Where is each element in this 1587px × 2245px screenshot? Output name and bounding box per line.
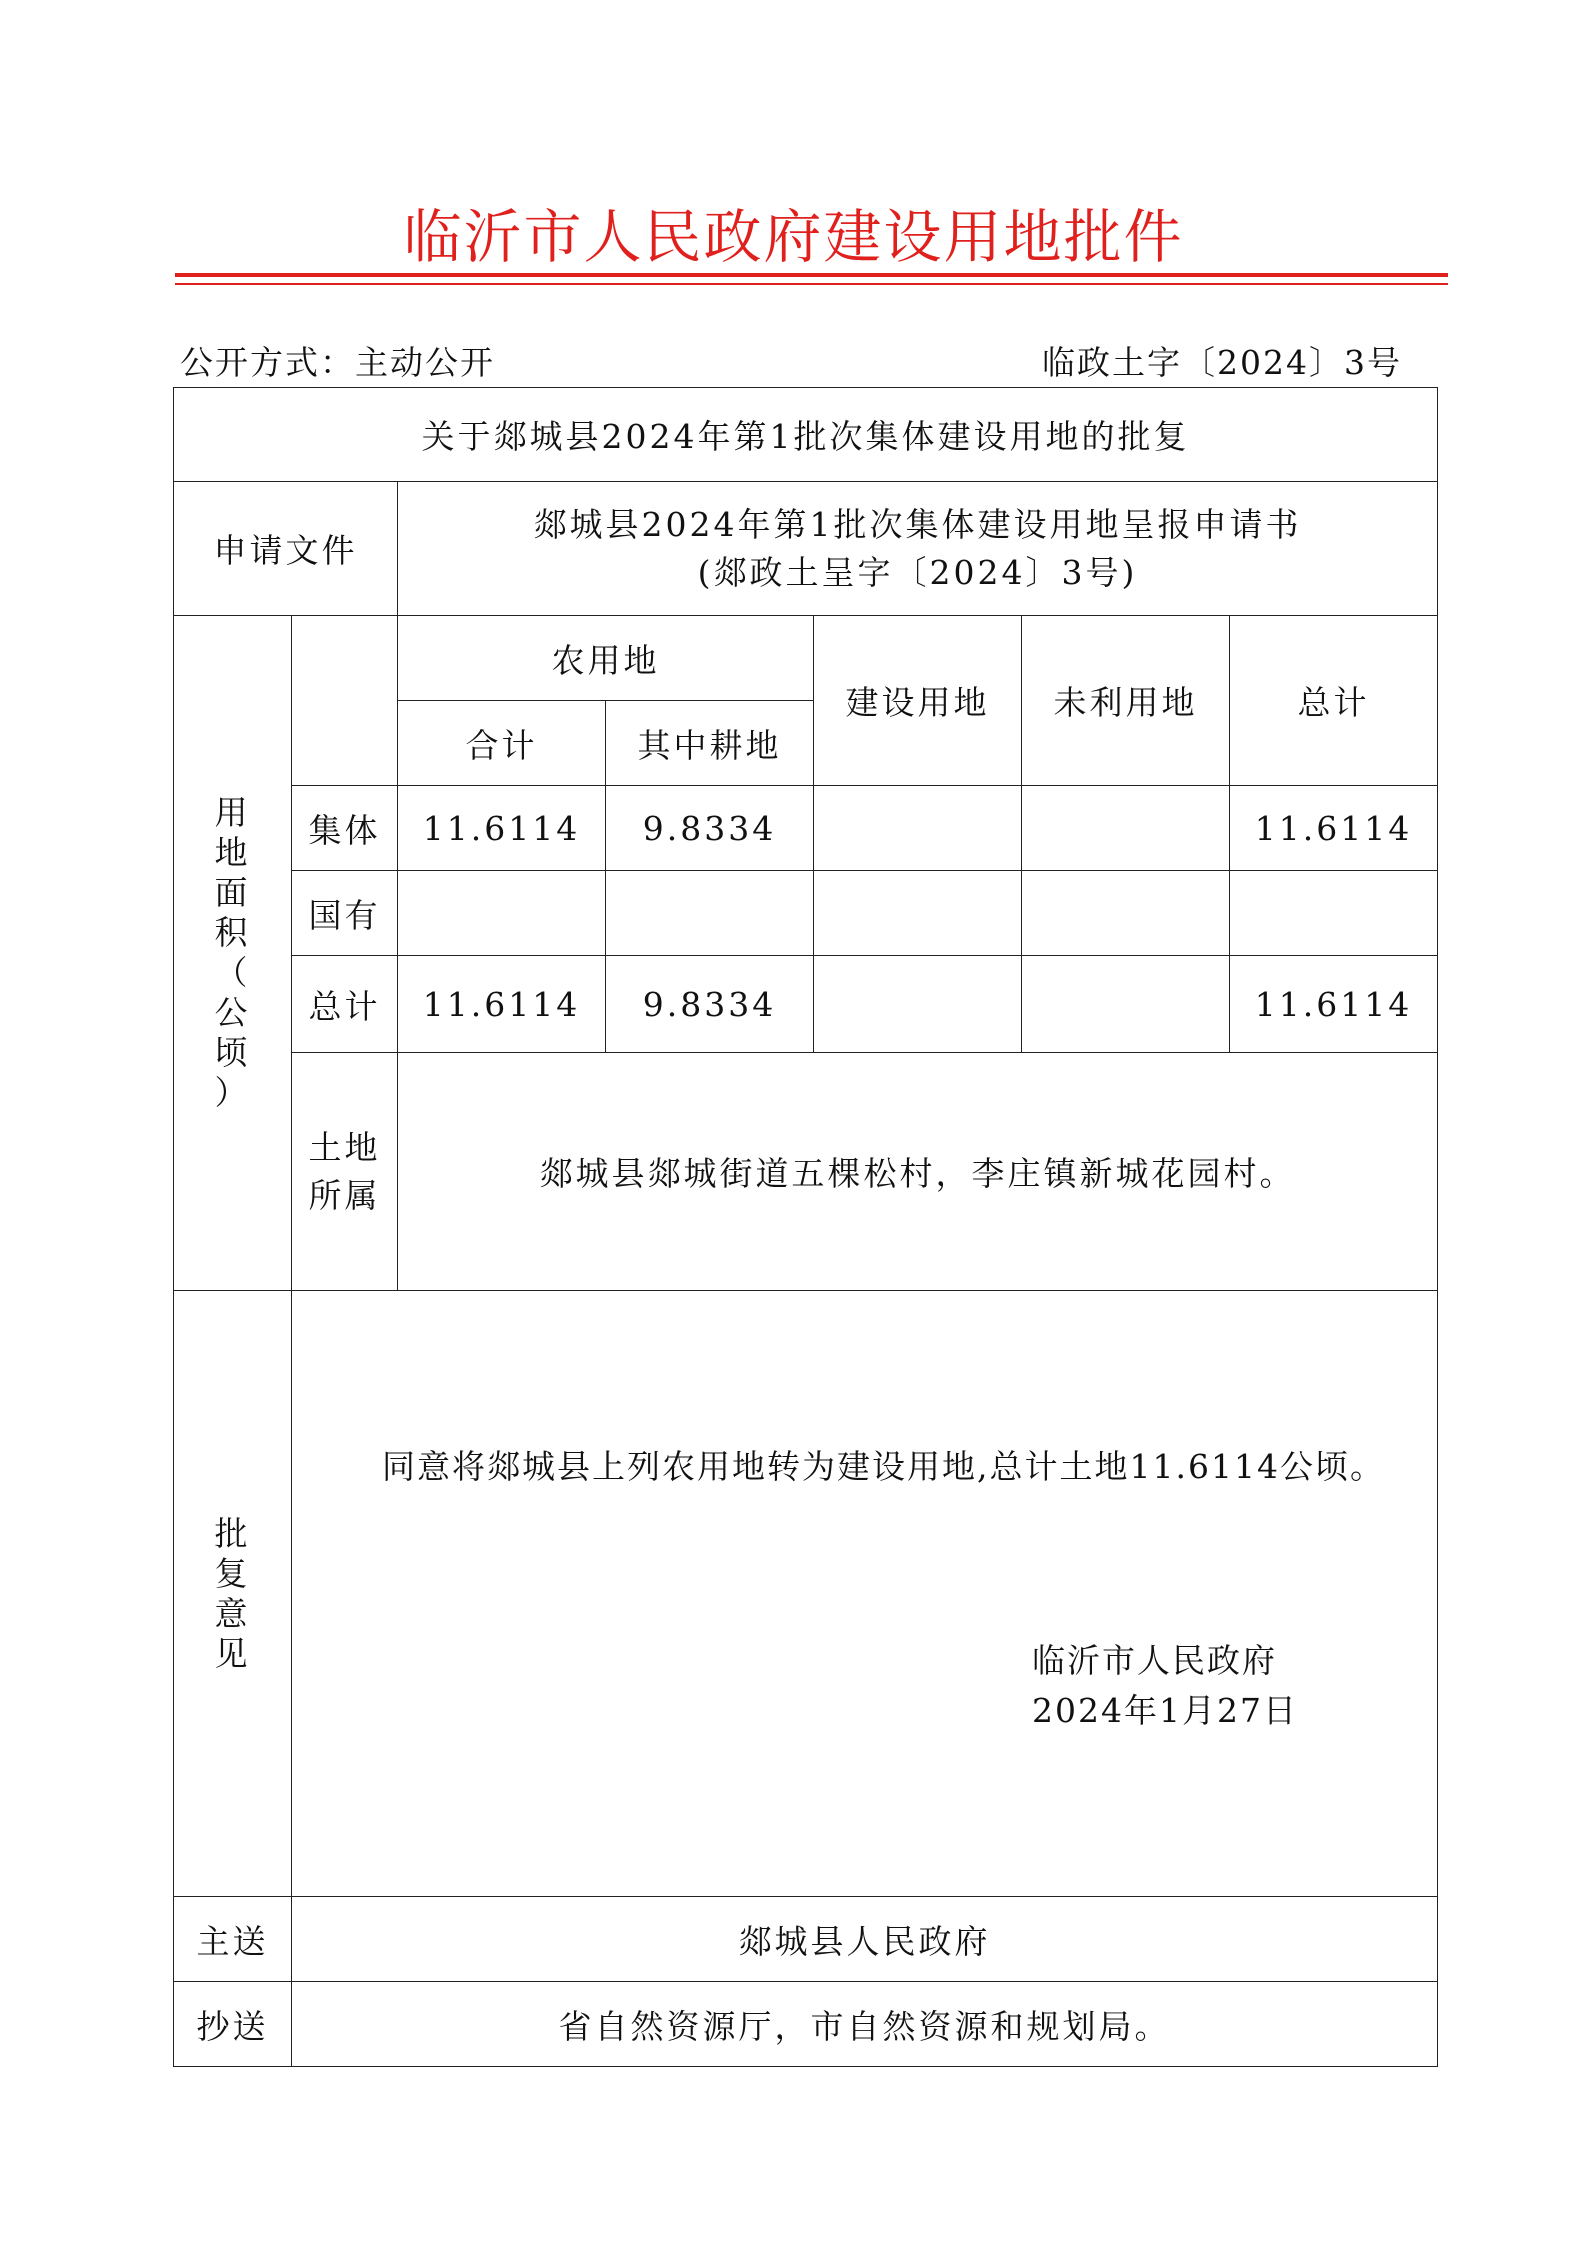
header-agricultural: 农用地 (398, 616, 814, 701)
ownership-label: 土地 所属 (292, 1053, 398, 1291)
table-row (174, 786, 1438, 871)
cell-arable (606, 871, 814, 956)
cell-unused (1022, 786, 1230, 871)
main-recipient-label: 主送 (174, 1897, 292, 1982)
cell-unused (1022, 871, 1230, 956)
document-title: 临沂市人民政府建设用地批件 (403, 203, 1184, 271)
cc-label: 抄送 (174, 1982, 292, 2067)
cell-total (1230, 871, 1438, 956)
cell-arable: 9.8334 (606, 786, 814, 871)
application-line-2: (郯政土呈字〔2024〕3号) (697, 552, 1138, 592)
red-rule-thin (175, 283, 1448, 285)
cell-unused (1022, 956, 1230, 1053)
application-document (398, 482, 1438, 616)
cc-value: 省自然资源厅，市自然资源和规划局。 (292, 1982, 1438, 2067)
application-label: 申请文件 (174, 482, 398, 616)
signer-name: 临沂市人民政府 (1032, 1641, 1277, 1680)
table-row (174, 871, 1438, 956)
header-construction: 建设用地 (814, 616, 1022, 786)
corner-cell (292, 616, 398, 786)
main-recipient-value: 郯城县人民政府 (292, 1897, 1438, 1982)
application-line-1: 郯城县2024年第1批次集体建设用地呈报申请书 (533, 504, 1302, 544)
signature-block (1032, 1636, 1298, 1736)
document-number: 临政土字〔2024〕3号 (1042, 343, 1402, 382)
signing-date: 2024年1月27日 (1032, 1691, 1298, 1730)
cell-total: 11.6114 (1230, 956, 1438, 1053)
row-label: 总计 (292, 956, 398, 1053)
area-section-label: 用 地 面 积 （ 公 顷 ） (174, 616, 292, 1291)
cell-total: 11.6114 (1230, 786, 1438, 871)
approval-table (173, 387, 1438, 2067)
red-rule-thick (175, 273, 1448, 277)
cell-subtotal: 11.6114 (398, 786, 606, 871)
cell-construction (814, 871, 1022, 956)
table-row (174, 956, 1438, 1053)
row-label: 集体 (292, 786, 398, 871)
header-total: 总计 (1230, 616, 1438, 786)
opinion-label: 批 复 意 见 (174, 1291, 292, 1897)
cell-construction (814, 786, 1022, 871)
cell-subtotal (398, 871, 606, 956)
header-unused: 未利用地 (1022, 616, 1230, 786)
cell-construction (814, 956, 1022, 1053)
subject-cell: 关于郯城县2024年第1批次集体建设用地的批复 (174, 388, 1438, 482)
header-arable: 其中耕地 (606, 701, 814, 786)
header-subtotal: 合计 (398, 701, 606, 786)
row-label: 国有 (292, 871, 398, 956)
opinion-text: 同意将郯城县上列农用地转为建设用地,总计土地11.6114公顷。 (382, 1447, 1385, 1486)
opinion-body (292, 1291, 1438, 1897)
disclosure-mode: 公开方式：主动公开 (180, 343, 495, 382)
cell-arable: 9.8334 (606, 956, 814, 1053)
cell-subtotal: 11.6114 (398, 956, 606, 1053)
ownership-value: 郯城县郯城街道五棵松村，李庄镇新城花园村。 (398, 1053, 1438, 1291)
